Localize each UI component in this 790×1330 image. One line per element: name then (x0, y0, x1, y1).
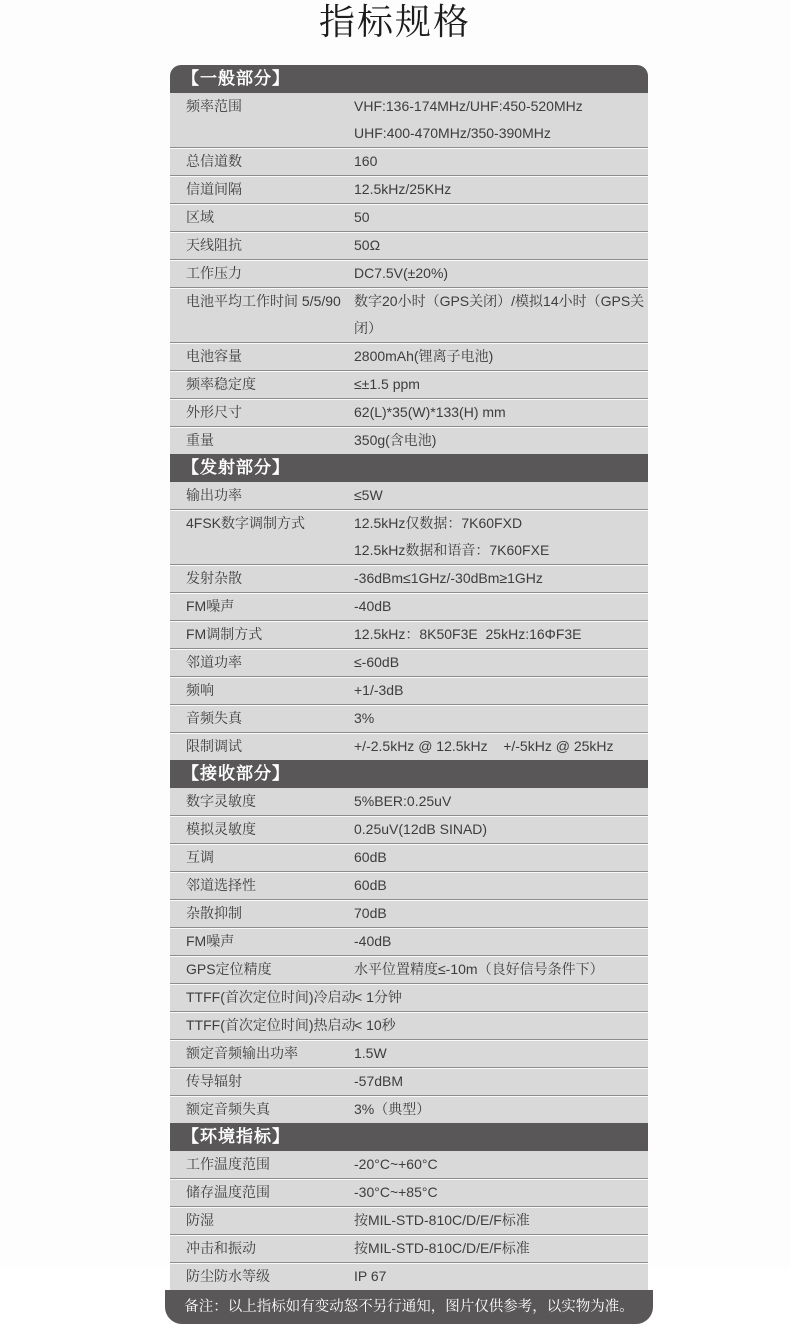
spec-label: 输出功率 (186, 487, 242, 503)
spec-value (348, 1207, 648, 1234)
spec-row (170, 564, 648, 592)
spec-value-line: 5%BER:0.25uV (354, 793, 452, 809)
spec-value (348, 1068, 648, 1095)
spec-value-line: +/-2.5kHz @ 12.5kHz +/-5kHz @ 25kHz (354, 738, 614, 754)
spec-value-line: DC7.5V(±20%) (354, 265, 449, 281)
spec-value (348, 1179, 648, 1206)
spec-value-line: -36dBm≤1GHz/-30dBm≥1GHz (354, 570, 543, 586)
spec-row (170, 1178, 648, 1206)
spec-value (348, 649, 648, 676)
spec-label: 频率稳定度 (186, 376, 256, 392)
spec-label: 防湿 (186, 1212, 214, 1228)
footer-note: 备注：以上指标如有变动怒不另行通知，图片仅供参考，以实物为准。 (165, 1290, 653, 1324)
spec-label: 杂散抑制 (186, 905, 242, 921)
spec-value-line: ≤-60dB (354, 654, 400, 670)
spec-value-line: 水平位置精度≤-10m（良好信号条件下） (354, 961, 604, 977)
spec-value-line: 按MIL-STD-810C/D/E/F标准 (354, 1240, 530, 1256)
spec-value (348, 510, 648, 564)
spec-value (348, 984, 648, 1011)
spec-row (170, 676, 648, 704)
spec-row (170, 1067, 648, 1095)
spec-value (348, 371, 648, 398)
spec-value-line: 按MIL-STD-810C/D/E/F标准 (354, 1212, 530, 1228)
spec-value-line: 50 (354, 209, 370, 225)
spec-value (348, 593, 648, 620)
spec-value (348, 204, 648, 231)
spec-row (170, 899, 648, 927)
spec-value-line: -57dBM (354, 1073, 404, 1089)
spec-value (348, 1151, 648, 1178)
spec-label: 频率范围 (186, 98, 242, 114)
spec-label: 信道间隔 (186, 181, 242, 197)
spec-row (170, 1039, 648, 1067)
spec-row (170, 1206, 648, 1234)
spec-label: 互调 (186, 849, 214, 865)
spec-label: 外形尺寸 (186, 404, 242, 420)
spec-row (170, 1234, 648, 1262)
section-header-general: 【一般部分】 (170, 65, 648, 93)
spec-row (170, 175, 648, 203)
spec-label: 工作压力 (186, 265, 242, 281)
spec-row (170, 93, 648, 147)
spec-value-line: 12.5kHz/25KHz (354, 181, 452, 197)
spec-value-line: ≤±1.5 ppm (354, 376, 420, 392)
spec-value (348, 343, 648, 370)
spec-table (170, 65, 648, 1290)
spec-value-line: 62(L)*35(W)*133(H) mm (354, 404, 506, 420)
spec-label: FM调制方式 (186, 626, 263, 642)
spec-label: 发射杂散 (186, 570, 242, 586)
spec-value-line: IP 67 (354, 1268, 387, 1284)
spec-row (170, 342, 648, 370)
spec-value (348, 788, 648, 815)
spec-label: 总信道数 (186, 153, 242, 169)
spec-value-line: -40dB (354, 933, 392, 949)
spec-value-line: -30°C~+85°C (354, 1184, 438, 1200)
spec-value-line: 50Ω (354, 237, 381, 253)
spec-value-line: 2800mAh(锂离子电池) (354, 348, 494, 364)
spec-label: 天线阻抗 (186, 237, 242, 253)
spec-value (348, 844, 648, 871)
spec-value-line: < 1分钟 (354, 989, 402, 1005)
spec-value (348, 232, 648, 259)
spec-value-line: -20°C~+60°C (354, 1156, 438, 1172)
spec-label: 传导辐射 (186, 1073, 242, 1089)
spec-row (170, 815, 648, 843)
section-header-transmit: 【发射部分】 (170, 454, 648, 482)
spec-value (348, 1012, 648, 1039)
page-title: 指标规格 (318, 1, 471, 42)
spec-label: 区域 (186, 209, 214, 225)
spec-value (348, 176, 648, 203)
spec-row (170, 1011, 648, 1039)
spec-label: 储存温度范围 (186, 1184, 270, 1200)
spec-label: TTFF(首次定位时间)热启动 (186, 1017, 356, 1033)
spec-label: 4FSK数字调制方式 (186, 515, 306, 531)
spec-value (348, 565, 648, 592)
spec-row (170, 203, 648, 231)
spec-value (348, 399, 648, 426)
spec-value-line: 160 (354, 153, 378, 169)
spec-value (348, 482, 648, 509)
spec-value-line: UHF:400-470MHz/350-390MHz (354, 125, 551, 141)
spec-value-line: 数字20小时（GPS关闭）/模拟14小时（GPS关闭） (354, 293, 645, 336)
spec-value-line: VHF:136-174MHz/UHF:450-520MHz (354, 98, 583, 114)
spec-row (170, 843, 648, 871)
spec-row (170, 704, 648, 732)
spec-label: 数字灵敏度 (186, 793, 256, 809)
spec-value (348, 900, 648, 927)
spec-label: 冲击和振动 (186, 1240, 256, 1256)
spec-row (170, 592, 648, 620)
spec-label: FM噪声 (186, 598, 235, 614)
spec-label: 频响 (186, 682, 214, 698)
spec-label: 模拟灵敏度 (186, 821, 256, 837)
spec-label: 电池平均工作时间 5/5/90 (186, 293, 341, 309)
spec-row (170, 648, 648, 676)
spec-value-line: 60dB (354, 849, 387, 865)
spec-label: FM噪声 (186, 933, 235, 949)
spec-label: 电池容量 (186, 348, 242, 364)
spec-value (348, 288, 648, 342)
spec-value (348, 148, 648, 175)
section-header-environment: 【环境指标】 (170, 1123, 648, 1151)
spec-label: GPS定位精度 (186, 961, 272, 977)
spec-row (170, 955, 648, 983)
spec-value (348, 928, 648, 955)
spec-value-line: 12.5kHz数据和语音：7K60FXE (354, 542, 550, 558)
spec-label: 限制调试 (186, 738, 242, 754)
spec-row (170, 147, 648, 175)
spec-label: 防尘防水等级 (186, 1268, 270, 1284)
spec-value (348, 677, 648, 704)
spec-value-line: 12.5kHz：8K50F3E 25kHz:16ΦF3E (354, 626, 582, 642)
spec-label: TTFF(首次定位时间)冷启动 (186, 989, 356, 1005)
spec-row (170, 259, 648, 287)
spec-label: 邻道功率 (186, 654, 242, 670)
spec-value-line: 3% (354, 710, 375, 726)
spec-value-line: 70dB (354, 905, 387, 921)
spec-value-line: 0.25uV(12dB SINAD) (354, 821, 488, 837)
spec-row (170, 482, 648, 509)
spec-value (348, 1263, 648, 1290)
section-header-receive: 【接收部分】 (170, 760, 648, 788)
spec-row (170, 732, 648, 760)
spec-value (348, 956, 648, 983)
spec-row (170, 370, 648, 398)
spec-row (170, 788, 648, 815)
spec-value (348, 1235, 648, 1262)
spec-row (170, 1151, 648, 1178)
spec-value (348, 816, 648, 843)
spec-value-line: 350g(含电池) (354, 432, 437, 448)
spec-row (170, 426, 648, 454)
spec-value-line: 60dB (354, 877, 387, 893)
spec-value (348, 1096, 648, 1123)
spec-value-line: 1.5W (354, 1045, 387, 1061)
spec-value-line: 3%（典型） (354, 1101, 431, 1117)
spec-value (348, 733, 648, 760)
spec-label: 音频失真 (186, 710, 242, 726)
spec-row (170, 509, 648, 564)
spec-row (170, 1262, 648, 1290)
spec-label: 工作温度范围 (186, 1156, 270, 1172)
spec-row (170, 231, 648, 259)
spec-value (348, 260, 648, 287)
spec-value-line: +1/-3dB (354, 682, 404, 698)
spec-row (170, 1095, 648, 1123)
spec-value-line: ≤5W (354, 487, 383, 503)
spec-value (348, 872, 648, 899)
spec-value (348, 1040, 648, 1067)
spec-value-line: -40dB (354, 598, 392, 614)
spec-row (170, 927, 648, 955)
spec-value (348, 93, 648, 147)
spec-label: 重量 (186, 432, 214, 448)
spec-label: 邻道选择性 (186, 877, 256, 893)
spec-value (348, 427, 648, 454)
spec-row (170, 287, 648, 342)
spec-value (348, 705, 648, 732)
spec-value-line: 12.5kHz仅数据：7K60FXD (354, 515, 523, 531)
spec-row (170, 983, 648, 1011)
spec-label: 额定音频输出功率 (186, 1045, 298, 1061)
spec-label: 额定音频失真 (186, 1101, 270, 1117)
spec-value (348, 621, 648, 648)
spec-value-line: < 10秒 (354, 1017, 396, 1033)
spec-row (170, 620, 648, 648)
spec-row (170, 871, 648, 899)
spec-row (170, 398, 648, 426)
